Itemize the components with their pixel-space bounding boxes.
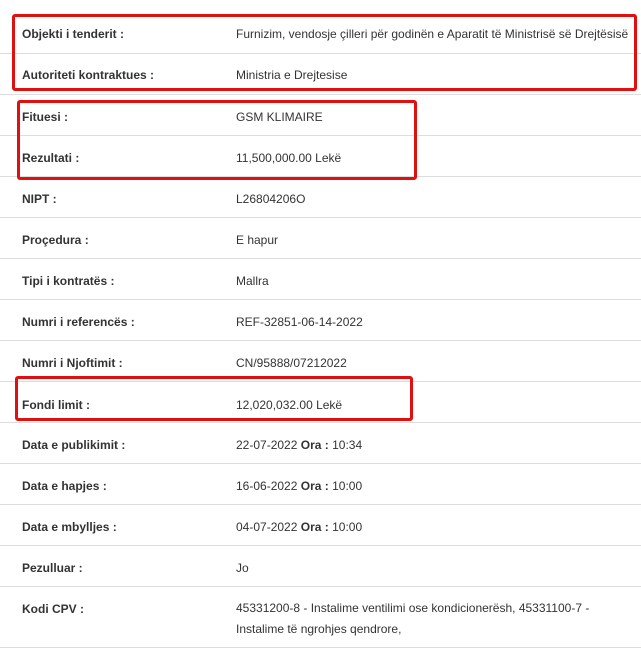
label-kodi-cpv: Kodi CPV : xyxy=(22,602,84,616)
time-mbyllja: 10:00 xyxy=(332,520,363,534)
value-tipi: Mallra xyxy=(236,274,269,288)
value-publikimi xyxy=(236,435,631,456)
row-objekti xyxy=(0,12,641,53)
value-mbyllja xyxy=(236,517,631,538)
label-hapja: Data e hapjes : xyxy=(22,479,107,493)
value-njoftimi: CN/95888/07212022 xyxy=(236,356,347,370)
label-fondi: Fondi limit : xyxy=(22,398,90,412)
date-publikimi: 22-07-2022 xyxy=(236,438,298,452)
label-publikimi: Data e publikimit : xyxy=(22,438,126,452)
ora-label-mbyllja: Ora : xyxy=(300,520,329,534)
time-hapja: 10:00 xyxy=(332,479,363,493)
label-pezulluar: Pezulluar : xyxy=(22,561,83,575)
value-procedura: E hapur xyxy=(236,233,279,247)
value-rezultati: 11,500,000.00 Lekë xyxy=(236,151,342,165)
ora-label-publikimi: Ora : xyxy=(300,438,329,452)
row-autoriteti xyxy=(0,53,641,94)
row-rezultati xyxy=(0,135,641,176)
value-referenca: REF-32851-06-14-2022 xyxy=(236,315,363,329)
time-publikimi: 10:34 xyxy=(332,438,363,452)
value-pezulluar: Jo xyxy=(236,561,249,575)
row-pezulluar xyxy=(0,545,641,586)
value-kodi-cpv: 45331200-8 - Instalime ventilimi ose kondicionerësh, 45331100-7 - Instalime të ngrohjes qendrore, xyxy=(236,601,590,636)
ora-label-hapja: Ora : xyxy=(300,479,329,493)
label-mbyllja: Data e mbylljes : xyxy=(22,520,117,534)
row-fituesi xyxy=(0,94,641,135)
label-fituesi: Fituesi : xyxy=(22,110,69,124)
row-publikimi xyxy=(0,422,641,463)
row-nipt xyxy=(0,176,641,217)
value-fituesi: GSM KLIMAIRE xyxy=(236,110,323,124)
label-objekti: Objekti i tenderit : xyxy=(22,27,125,41)
label-autoriteti: Autoriteti kontraktues : xyxy=(22,68,155,82)
value-hapja xyxy=(236,476,631,497)
row-njoftimi xyxy=(0,340,641,381)
label-procedura: Proçedura : xyxy=(22,233,89,247)
row-fondi xyxy=(0,381,641,422)
label-njoftimi: Numri i Njoftimit : xyxy=(22,356,123,370)
value-fondi: 12,020,032.00 Lekë xyxy=(236,398,343,412)
label-rezultati: Rezultati : xyxy=(22,151,80,165)
value-autoriteti: Ministria e Drejtesise xyxy=(236,68,348,82)
row-procedura xyxy=(0,217,641,258)
date-hapja: 16-06-2022 xyxy=(236,479,298,493)
row-tipi xyxy=(0,258,641,299)
value-objekti: Furnizim, vendosje çilleri për godinën e Aparatit të Ministrisë së Drejtësisë xyxy=(236,27,629,41)
row-referenca xyxy=(0,299,641,340)
row-mbyllja xyxy=(0,504,641,545)
date-mbyllja: 04-07-2022 xyxy=(236,520,298,534)
value-nipt: L26804206O xyxy=(236,192,306,206)
row-hapja xyxy=(0,463,641,504)
label-referenca: Numri i referencës : xyxy=(22,315,135,329)
label-nipt: NIPT : xyxy=(22,192,57,206)
row-kodi-cpv xyxy=(0,586,641,648)
label-tipi: Tipi i kontratës : xyxy=(22,274,115,288)
